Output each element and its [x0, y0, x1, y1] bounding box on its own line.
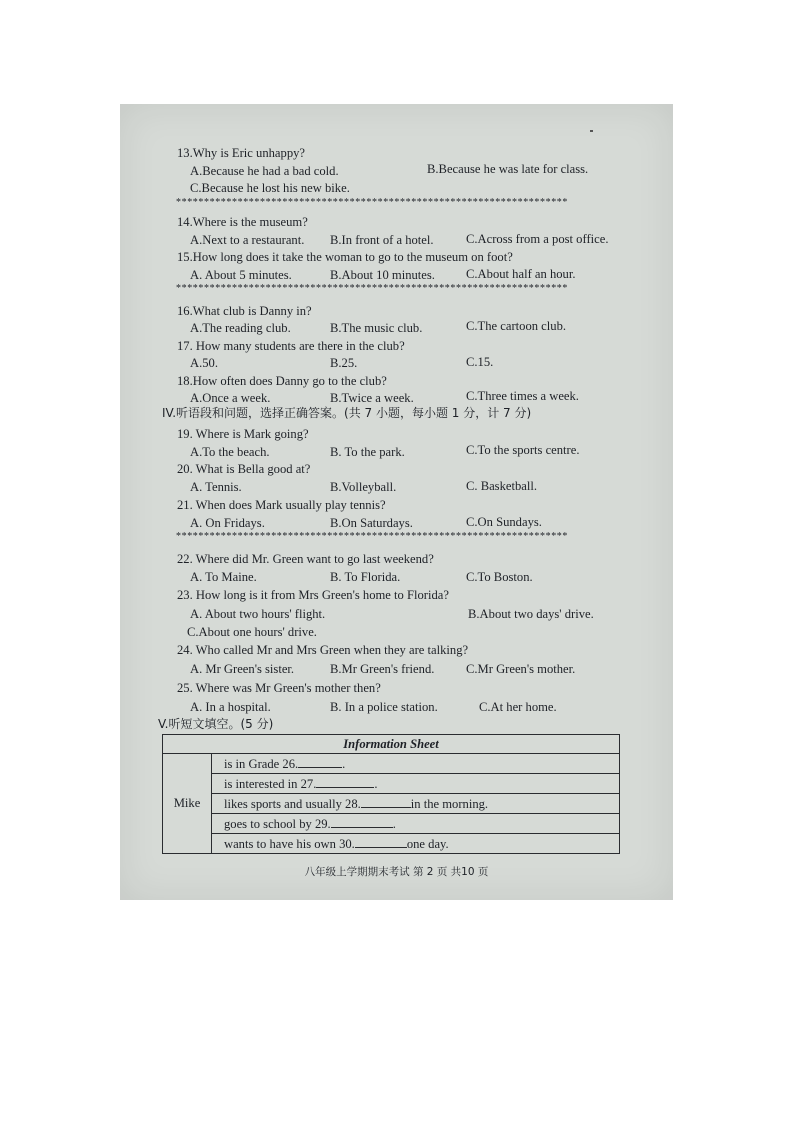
- student-name: Mike: [163, 754, 212, 854]
- question-23: 23. How long is it from Mrs Green's home to Florida?: [177, 588, 449, 602]
- q20-option-c: C. Basketball.: [466, 479, 538, 493]
- question-22: 22. Where did Mr. Green want to go last weekend?: [177, 552, 434, 566]
- scan-speck: [590, 130, 593, 132]
- q14-option-a: A.Next to a restaurant.: [190, 233, 305, 247]
- blank-27[interactable]: [316, 775, 374, 788]
- q21-option-a: A. On Fridays.: [190, 516, 265, 530]
- row-29-text: goes to school by 29.: [224, 817, 331, 831]
- q14-option-b: B.In front of a hotel.: [330, 233, 434, 247]
- q24-option-b: B.Mr Green's friend.: [330, 662, 435, 676]
- separator-2: **********************************************************************: [176, 284, 568, 294]
- row-30-end: one day.: [406, 837, 449, 851]
- blank-28[interactable]: [361, 795, 411, 808]
- q17-option-b: B.25.: [330, 356, 358, 370]
- blank-26[interactable]: [298, 755, 342, 768]
- q25-option-b: B. In a police station.: [330, 700, 438, 714]
- q16-option-b: B.The music club.: [330, 321, 423, 335]
- q13-option-c: C.Because he lost his new bike.: [190, 181, 350, 195]
- q25-option-a: A. In a hospital.: [190, 700, 271, 714]
- q13-option-a: A.Because he had a bad cold.: [190, 164, 339, 178]
- q17-option-c: C.15.: [466, 355, 494, 369]
- q18-option-c: C.Three times a week.: [466, 389, 579, 403]
- row-27-text: is interested in 27.: [224, 777, 317, 791]
- row-28-text: likes sports and usually 28.: [224, 797, 361, 811]
- q22-option-a: A. To Maine.: [190, 570, 257, 584]
- question-19: 19. Where is Mark going?: [177, 427, 309, 441]
- blank-29[interactable]: [331, 815, 393, 828]
- q23-option-b: B.About two days' drive.: [468, 607, 594, 621]
- separator-1: **********************************************************************: [176, 198, 568, 208]
- q20-option-b: B.Volleyball.: [330, 480, 397, 494]
- q22-option-b: B. To Florida.: [330, 570, 401, 584]
- blank-30[interactable]: [355, 835, 407, 848]
- question-17: 17. How many students are there in the club?: [177, 339, 405, 353]
- information-sheet-table: [162, 734, 620, 854]
- q25-option-c: C.At her home.: [479, 700, 557, 714]
- row-26-text: is in Grade 26.: [224, 757, 299, 771]
- question-21: 21. When does Mark usually play tennis?: [177, 498, 386, 512]
- question-24: 24. Who called Mr and Mrs Green when they are talking?: [177, 643, 469, 657]
- row-30-text: wants to have his own 30.: [224, 837, 355, 851]
- question-20: 20. What is Bella good at?: [177, 462, 311, 476]
- q15-option-c: C.About half an hour.: [466, 267, 576, 281]
- q14-option-c: C.Across from a post office.: [466, 232, 609, 246]
- q15-option-b: B.About 10 minutes.: [330, 268, 435, 282]
- question-16: 16.What club is Danny in?: [177, 304, 312, 318]
- q18-option-b: B.Twice a week.: [330, 391, 414, 405]
- question-13: 13.Why is Eric unhappy?: [177, 146, 306, 160]
- q16-option-c: C.The cartoon club.: [466, 319, 567, 333]
- q16-option-a: A.The reading club.: [190, 321, 291, 335]
- question-14: 14.Where is the museum?: [177, 215, 308, 229]
- section-v-heading: V.听短文填空。(5 分): [158, 717, 274, 731]
- row-27-end: .: [374, 777, 378, 791]
- q19-option-c: C.To the sports centre.: [466, 443, 580, 457]
- separator-3: **********************************************************************: [176, 532, 568, 542]
- fill-row-26: [212, 754, 620, 774]
- section-iv-heading: IV.听语段和问题，选择正确答案。(共 7 小题，每小题 1 分，计 7 分): [162, 406, 532, 420]
- question-25: 25. Where was Mr Green's mother then?: [177, 681, 381, 695]
- q24-option-a: A. Mr Green's sister.: [190, 662, 295, 676]
- q19-option-b: B. To the park.: [330, 445, 405, 459]
- exam-page: [120, 104, 673, 900]
- q23-option-c: C.About one hours' drive.: [187, 625, 317, 639]
- q23-option-a: A. About two hours' flight.: [190, 607, 326, 621]
- q18-option-a: A.Once a week.: [190, 391, 271, 405]
- fill-row-27: [212, 774, 620, 794]
- fill-row-28: [212, 794, 620, 814]
- question-15: 15.How long does it take the woman to go to the museum on foot?: [177, 250, 513, 264]
- q13-option-b: B.Because he was late for class.: [427, 162, 589, 176]
- fill-row-29: [212, 814, 620, 834]
- page-footer: 八年级上学期期末考试 第 2 页 共10 页: [304, 866, 489, 878]
- question-18: 18.How often does Danny go to the club?: [177, 374, 387, 388]
- q17-option-a: A.50.: [190, 356, 218, 370]
- information-sheet-title: Information Sheet: [163, 735, 620, 754]
- q19-option-a: A.To the beach.: [190, 445, 270, 459]
- fill-row-30: [212, 834, 620, 854]
- row-26-end: .: [342, 757, 346, 771]
- q22-option-c: C.To Boston.: [466, 570, 533, 584]
- row-28-end: in the morning.: [410, 797, 489, 811]
- q21-option-b: B.On Saturdays.: [330, 516, 413, 530]
- q20-option-a: A. Tennis.: [190, 480, 242, 494]
- row-29-end: .: [392, 817, 396, 831]
- q21-option-c: C.On Sundays.: [466, 515, 542, 529]
- q24-option-c: C.Mr Green's mother.: [466, 662, 576, 676]
- q15-option-a: A. About 5 minutes.: [190, 268, 292, 282]
